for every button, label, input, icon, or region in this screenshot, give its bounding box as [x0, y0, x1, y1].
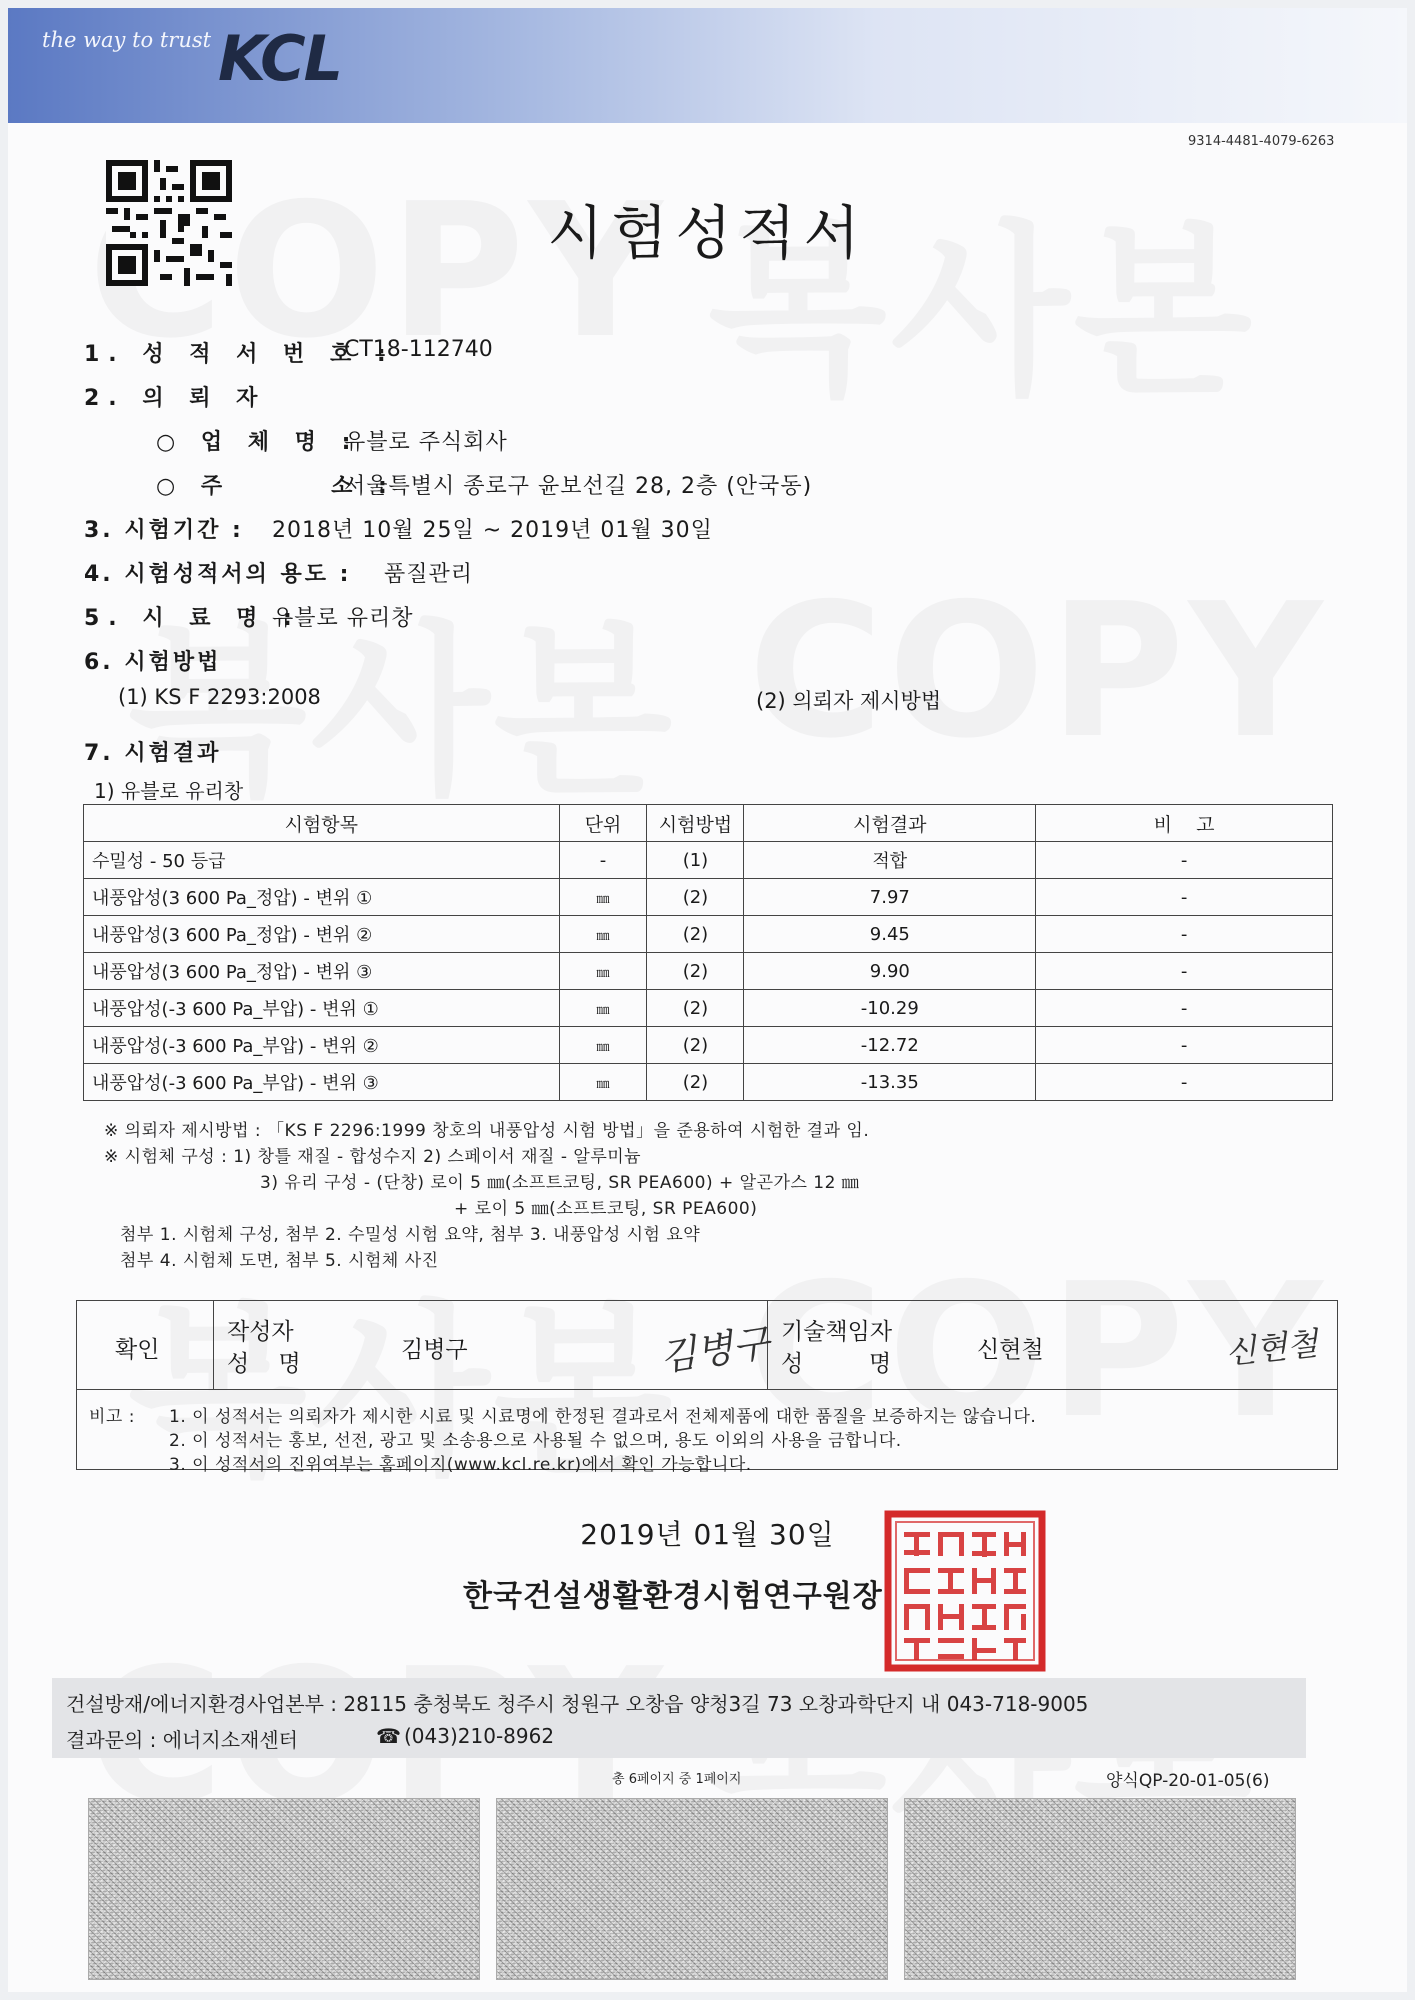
security-pattern [904, 1798, 1296, 1980]
cell-result: -12.72 [744, 1027, 1036, 1064]
signature-row [77, 1301, 1337, 1390]
slogan: the way to trust [42, 28, 212, 52]
cell-unit: - [559, 842, 647, 879]
result-label: 7. 시험결과 [84, 741, 222, 766]
cell-note: - [1036, 879, 1333, 916]
writer-signature: 김병구 [656, 1320, 773, 1380]
footer-address: 건설방재/에너지환경사업본부 : 28115 충청북도 청주시 청원구 오창읍 양청3길 73 오창과학단지 내 043-718-9005 [66, 1692, 1089, 1716]
document-title: 시험성적서 [547, 199, 868, 267]
remark-2: 2. 이 성적서는 홍보, 선전, 광고 및 소송용으로 사용될 수 없으며, 용도 이외의 사용을 금합니다. [169, 1431, 902, 1451]
form-number: 양식QP-20-01-05(6) [1106, 1771, 1270, 1791]
address-value: 서울특별시 종로구 윤보선길 28, 2층 (안국동) [344, 474, 813, 499]
note-attach-2: 첨부 4. 시험체 도면, 첨부 5. 시험체 사진 [120, 1251, 439, 1271]
sample-label: 5. 시 료 명 : [84, 606, 301, 631]
cell-method: (2) [647, 953, 744, 990]
cell-item: 내풍압성(3 600 Pa_정압) - 변위 ① [84, 879, 560, 916]
cell-unit: ㎜ [559, 990, 647, 1027]
cell-note: - [1036, 953, 1333, 990]
purpose-label: 4. 시험성적서의 용도 : [84, 562, 352, 587]
cell-unit: ㎜ [559, 879, 647, 916]
cell-result: -13.35 [744, 1064, 1036, 1101]
note-glass-cont: + 로이 5 ㎜(소프트코팅, SR PEA600) [454, 1199, 758, 1219]
table-header-row [84, 805, 1333, 842]
cell-note: - [1036, 990, 1333, 1027]
issue-date: 2019년 01월 30일 [580, 1518, 835, 1551]
certificate-page [8, 8, 1407, 1992]
header-result: 시험결과 [744, 805, 1036, 842]
tech-manager-signature: 신현철 [1223, 1324, 1320, 1372]
header-unit: 단위 [559, 805, 647, 842]
cell-unit: ㎜ [559, 953, 647, 990]
header-note: 비 고 [1036, 805, 1333, 842]
cell-method: (2) [647, 879, 744, 916]
cert-no-label: 1. 성 적 서 번 호 : [84, 342, 395, 367]
header-item: 시험항목 [84, 805, 560, 842]
cell-unit: ㎜ [559, 916, 647, 953]
document-id: 9314-4481-4079-6263 [1188, 134, 1335, 149]
official-seal-icon [884, 1510, 1046, 1672]
cell-note: - [1036, 1027, 1333, 1064]
tech-manager-label: 기술책임자 [781, 1319, 893, 1345]
phone-icon: ☎ [376, 1724, 401, 1748]
results-table [83, 804, 1333, 1101]
issuer-name: 한국건설생활환경시험연구원장 [463, 1579, 883, 1614]
remark-3: 3. 이 성적서의 진위여부는 홈페이지(www.kcl.re.kr)에서 확인 가능합니다. [169, 1455, 752, 1475]
watermark-copy [748, 563, 1327, 779]
cell-method: (1) [647, 842, 744, 879]
kcl-logo: KCL [218, 22, 342, 95]
period-label: 3. 시험기간 : [84, 518, 244, 543]
table-row [84, 842, 1333, 879]
address-label: ○ 주 소 : [156, 474, 396, 499]
company-label: ○ 업 체 명 : [156, 430, 360, 455]
footer-phone: (043)210-8962 [404, 1724, 555, 1748]
writer-label: 작성자 [227, 1319, 294, 1345]
page-count: 총 6페이지 중 1페이지 [612, 1772, 742, 1787]
cell-unit: ㎜ [559, 1064, 647, 1101]
cell-result: 적합 [744, 842, 1036, 879]
remarks-label: 비고 : [89, 1407, 135, 1427]
cert-no-value: CT18-112740 [344, 337, 493, 362]
period-value: 2018년 10월 25일 ~ 2019년 01월 30일 [272, 518, 713, 543]
cell-result: 7.97 [744, 879, 1036, 916]
security-pattern [496, 1798, 888, 1980]
cell-unit: ㎜ [559, 1027, 647, 1064]
cell-method: (2) [647, 990, 744, 1027]
cell-result: -10.29 [744, 990, 1036, 1027]
cell-item: 수밀성 - 50 등급 [84, 842, 560, 879]
result-subtitle: 1) 유블로 유리창 [94, 779, 244, 803]
cell-method: (2) [647, 916, 744, 953]
cell-result: 9.45 [744, 916, 1036, 953]
writer-name-label: 성 명 [227, 1351, 301, 1377]
sample-value: 유블로 유리창 [272, 606, 414, 631]
table-row [84, 953, 1333, 990]
header-method: 시험방법 [647, 805, 744, 842]
table-row [84, 1064, 1333, 1101]
security-pattern [88, 1798, 480, 1980]
purpose-value: 품질관리 [384, 562, 474, 587]
note-specimen: ※ 시험체 구성 : 1) 창틀 재질 - 합성수지 2) 스페이서 재질 - 알루미늄 [104, 1147, 642, 1167]
cell-note: - [1036, 842, 1333, 879]
footer-band [52, 1678, 1306, 1758]
cell-item: 내풍압성(-3 600 Pa_부압) - 변위 ② [84, 1027, 560, 1064]
method-label: 6. 시험방법 [84, 650, 222, 675]
cell-result: 9.90 [744, 953, 1036, 990]
remark-1: 1. 이 성적서는 의뢰자가 제시한 시료 및 시료명에 한정된 결과로서 전체제품에 대한 품질을 보증하지는 않습니다. [169, 1407, 1037, 1427]
company-value: 유블로 주식회사 [344, 430, 508, 455]
confirmation-box [76, 1300, 1338, 1475]
header-band [8, 8, 1407, 123]
writer-name: 김병구 [401, 1337, 468, 1363]
table-row [84, 879, 1333, 916]
cell-method: (2) [647, 1064, 744, 1101]
note-attach-1: 첨부 1. 시험체 구성, 첨부 2. 수밀성 시험 요약, 첨부 3. 내풍압성 시험 요약 [120, 1225, 701, 1245]
footer-contact-label: 결과문의 : 에너지소재센터 [66, 1728, 298, 1752]
cell-item: 내풍압성(-3 600 Pa_부압) - 변위 ① [84, 990, 560, 1027]
table-row [84, 916, 1333, 953]
method-2: (2) 의뢰자 제시방법 [756, 689, 942, 713]
table-row [84, 1027, 1333, 1064]
cell-method: (2) [647, 1027, 744, 1064]
cell-item: 내풍압성(3 600 Pa_정압) - 변위 ② [84, 916, 560, 953]
cell-item: 내풍압성(-3 600 Pa_부압) - 변위 ③ [84, 1064, 560, 1101]
cell-note: - [1036, 1064, 1333, 1101]
confirm-label: 확인 [115, 1337, 160, 1363]
note-client-method: ※ 의뢰자 제시방법 : 「KS F 2296:1999 창호의 내풍압성 시험 방법」을 준용하여 시험한 결과 임. [104, 1121, 870, 1141]
note-glass: 3) 유리 구성 - (단창) 로이 5 ㎜(소프트코팅, SR PEA600) + 알곤가스 12 ㎜ [260, 1173, 860, 1193]
cell-item: 내풍압성(3 600 Pa_정압) - 변위 ③ [84, 953, 560, 990]
tech-manager-name-label: 성 명 [781, 1351, 892, 1377]
tech-manager-name: 신현철 [977, 1337, 1044, 1363]
client-label: 2. 의 뢰 자 [84, 386, 267, 411]
cell-note: - [1036, 916, 1333, 953]
table-row [84, 990, 1333, 1027]
method-1: (1) KS F 2293:2008 [118, 685, 321, 709]
